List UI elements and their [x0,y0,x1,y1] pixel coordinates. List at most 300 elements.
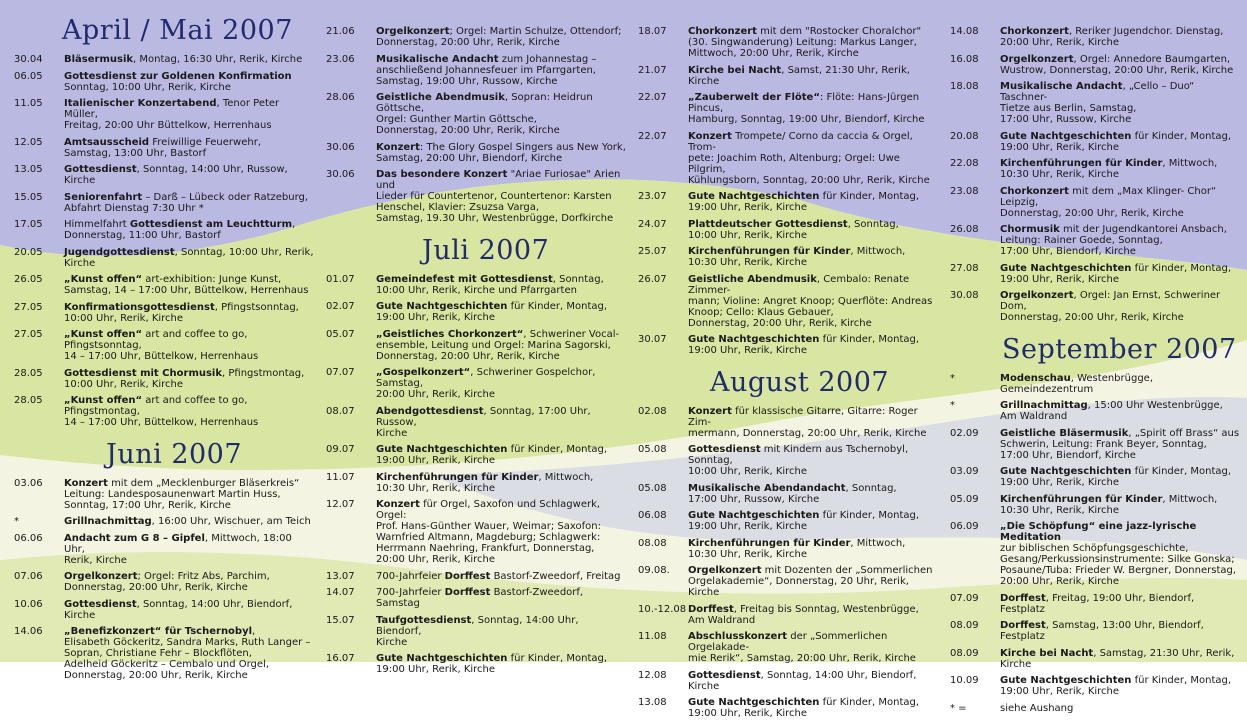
event-line: Abendgottesdienst, Sonntag, 17:00 Uhr, Russow, [376,405,591,428]
event-date: 23.08 [950,185,979,197]
event-date: 30.08 [950,290,979,301]
event-line: 19:00 Uhr, Rerik, Kirche [688,345,808,356]
event-line: Kirchenführungen für Kinder, Mittwoch, [688,537,906,549]
event-description [688,274,938,329]
event-line: Amtsausscheid Freiwillige Feuerwehr, [64,136,261,148]
event-row [638,334,938,356]
event-row [638,510,938,532]
event-row [326,587,626,609]
event-row [326,499,626,565]
event-date: 23.07 [638,191,667,202]
column-june-july [326,0,626,681]
event-line: Jugendgottesdienst, Sonntag, 10:00 Uhr, Rerik, [64,246,314,258]
event-description [1000,521,1240,587]
event-date: 09.07 [326,444,355,455]
event-row [950,494,1240,516]
event-description [688,670,938,692]
event-date: 14.08 [950,26,979,37]
event-date: 07.07 [326,367,355,378]
event-line: 14 – 17:00 Uhr, Büttelkow, Herrenhaus [64,417,259,428]
event-row [326,169,626,224]
event-date: 20.08 [950,130,979,142]
event-line: 19:00 Uhr, Rerik, Kirche [688,521,808,532]
event-description [376,301,626,323]
event-date: 20.05 [14,246,43,258]
month-heading-juli-2007: Juli 2007 [422,234,550,266]
event-row [14,626,314,681]
event-date: 08.07 [326,405,355,417]
event-line: Donnerstag, 20:00 Uhr, Rerik, Kirche [376,125,560,136]
event-date: 28.06 [326,92,355,103]
event-line: 700-Jahrfeier Dorffest Bastorf-Zweedorf, [376,587,584,598]
event-line: Musikalische Andacht zum Johannestag – [376,53,597,65]
event-line: Kirche bei Nacht, Samstag, 21:30 Uhr, Rerik, [1000,647,1235,659]
event-line: 19:00 Uhr, Rerik, Kirche [1000,477,1120,488]
event-date: 07.09 [950,592,979,604]
month-heading-april-mai-2007: April / Mai 2007 [62,15,293,46]
event-line: 19:00 Uhr, Rerik, Kirche [1000,273,1120,285]
event-date: 21.06 [326,26,355,37]
event-date: 01.07 [326,273,355,285]
event-line: Kirchenführungen für Kinder, Mittwoch, [1000,493,1218,505]
event-line: „Zauberwelt der Flöte“: Flöte: Hans-Jürgen Pincus, [688,92,920,114]
event-date: 21.07 [638,64,667,76]
event-row [326,653,626,675]
event-date: 27.05 [14,301,43,313]
event-line: Chorkonzert mit dem „Max Klinger- Chor“ Leipzig, [1000,185,1217,208]
event-description [1000,675,1240,697]
event-description [688,92,938,125]
event-row [14,274,314,296]
event-row [14,302,314,324]
event-line: Abfahrt Dienstag 7:30 Uhr * [64,202,204,214]
event-line: „Benefizkonzert“ für Tschernobyl, [64,626,256,637]
event-row [638,631,938,664]
event-row [326,329,626,362]
event-line: Plattdeutscher Gottesdienst, Sonntag, [688,218,899,230]
event-row [14,98,314,131]
event-line: Gottesdienst, Sonntag, 14:00 Uhr, Biendorf, Kirche [688,669,917,692]
event-date: * = [950,702,967,714]
event-description [688,131,938,186]
event-row [638,131,938,186]
event-line: Orgel: Gunther Martin Göttsche, [376,114,537,125]
event-line: Kirche [64,257,96,269]
event-line: Kirchenführungen für Kinder, Mittwoch, [688,246,906,257]
event-line: Knoop; Cello: Klaus Gebauer, [688,306,834,318]
event-line: Hamburg, Sonntag, 19:00 Uhr, Biendorf, Kirche [688,114,925,125]
event-description [688,483,938,505]
event-date: 13.08 [638,697,667,708]
event-row [14,516,314,527]
event-description [1000,373,1240,395]
event-line: Gottesdienst, Sonntag, 14:00 Uhr, Biendorf, Kirche [64,598,293,621]
event-line: Prof. Hans-Günther Wauer, Weimar; Saxofon: [376,521,601,532]
event-date: 06.08 [638,510,667,521]
event-line: 19:00 Uhr, Rerik, Kirche [376,312,496,323]
event-line: Donnerstag, 20:00 Uhr, Rerik, Kirche [64,582,248,593]
event-row [14,571,314,593]
event-description [376,406,626,439]
event-date: 25.07 [638,246,667,257]
event-description [688,191,938,213]
event-line: Kirche [376,427,408,439]
event-row [326,472,626,494]
month-heading-juni-2007: Juni 2007 [106,438,243,470]
event-date: 11.07 [326,471,355,483]
event-line: Konzert: The Glory Gospel Singers aus New York, [376,141,626,153]
event-line: 10:00 Uhr, Rerik, Kirche und Pfarrgarten [376,284,577,296]
event-date: 28.05 [14,395,43,406]
event-line: Lieder für Countertenor, Countertenor: Karsten [376,191,612,202]
event-date: 15.05 [14,191,43,203]
event-line: pete: Joachim Roth, Altenburg; Orgel: Uwe Pilgrim, [688,152,900,175]
event-description [64,247,314,269]
event-row [638,246,938,268]
event-description [376,26,626,48]
event-line: 10:00 Uhr, Rerik, Kirche [688,229,808,241]
event-line: Sopran, Christiane Fehr – Blockflöten, [64,648,252,659]
event-description [64,571,314,593]
event-date: 22.07 [638,130,667,142]
event-description [64,533,314,566]
event-line: Posaune/Tuba: Frieder W. Bergner, Donnerstag, [1000,565,1237,576]
event-line: Donnerstag, 20:00 Uhr, Rerik, Kirche [688,317,872,329]
event-description [376,653,626,675]
event-date: 30.04 [14,54,43,65]
event-description [376,571,626,582]
event-line: Orgelkonzert, Orgel: Jan Ernst, Schweriner Dom, [1000,290,1221,312]
event-line: Mittwoch, 20:00 Uhr, Rerik, Kirche [688,48,859,59]
event-description [688,631,938,664]
event-row [326,54,626,87]
event-line: Gute Nachtgeschichten für Kinder, Montag, [688,191,920,202]
event-row [638,92,938,125]
event-description [64,54,314,65]
event-row [950,263,1240,285]
event-line: 10:00 Uhr, Rerik, Kirche [64,378,184,390]
event-row [638,406,938,439]
event-row [326,406,626,439]
event-date: 27.05 [14,329,43,340]
event-line: Grillnachmittag, 15:00 Uhr Westenbrügge, [1000,400,1223,411]
event-line: Samstag, 13:00 Uhr, Bastorf [64,147,207,159]
event-date: 09.08. [638,565,670,576]
event-row [638,670,938,692]
event-description [1000,428,1240,461]
event-row [638,483,938,505]
event-date: 08.08 [638,537,667,549]
event-date: 02.08 [638,405,667,417]
event-line: Gottesdienst mit Chormusik, Pfingstmontag, [64,367,305,379]
event-line: Musikalische Abendandacht, Sonntag, [688,482,897,494]
event-description [1000,263,1240,285]
event-row [950,373,1240,395]
event-date: 24.07 [638,218,667,230]
event-line: Gottesdienst mit Kindern aus Tschernobyl, Sonntag, [688,444,909,466]
event-row [326,142,626,164]
event-description [1000,158,1240,180]
event-line: Wustrow, Donnerstag, 20:00 Uhr, Rerik, Kirche [1000,64,1234,76]
event-date: 13.05 [14,164,43,175]
event-row [638,191,938,213]
event-line: 19:00 Uhr, Rerik, Kirche [376,664,496,675]
event-line: „Gospelkonzert“, Schweriner Gospelchor, Samstag, [376,367,596,389]
event-description [376,274,626,296]
column-july-august [638,0,938,725]
event-date: 28.05 [14,367,43,379]
event-line: 20:00 Uhr, Rerik, Kirche [1000,37,1120,48]
event-line: 17:00 Uhr, Russow, Kirche [1000,114,1132,125]
event-row [14,247,314,269]
event-line: Donnerstag, 20:00 Uhr, Rerik, Kirche [1000,207,1184,219]
event-line: 19:00 Uhr, Rerik, Kirche [1000,141,1120,153]
event-row [950,186,1240,219]
event-row [14,54,314,65]
event-description [64,599,314,621]
event-line: 19:00 Uhr, Rerik, Kirche [688,202,808,213]
event-description [688,246,938,268]
event-description [1000,81,1240,125]
event-line: zur biblischen Schöpfungsgeschichte, [1000,543,1189,554]
event-line: Italienischer Konzertabend, Tenor Peter Müller, [64,98,280,120]
event-description [688,219,938,241]
event-line: 20:00 Uhr, Rerik, Kirche [376,554,496,565]
event-row [950,466,1240,488]
event-row [14,599,314,621]
event-description [64,302,314,324]
event-row [326,26,626,48]
event-line: ensemble, Leitung und Orgel: Marina Sagorski, [376,339,611,351]
event-row [950,131,1240,153]
event-line: Gottesdienst, Sonntag, 14:00 Uhr, Russow, Kirche [64,164,288,186]
event-line: Tietze aus Berlin, Samstag, [1000,103,1137,114]
event-description [376,367,626,400]
event-description [1000,54,1240,76]
event-description [64,137,314,159]
event-line: Kirchenführungen für Kinder, Mittwoch, [376,471,594,483]
event-line: anschließend Johannesfeuer im Pfarrgarten, [376,64,596,76]
event-description [376,169,626,224]
event-description [64,395,314,428]
event-description [64,368,314,390]
event-row [326,367,626,400]
event-row [950,400,1240,422]
event-row [950,593,1240,615]
event-date: 05.07 [326,328,355,340]
event-date: 06.09 [950,521,979,532]
event-date: 16.07 [326,653,355,664]
event-description [688,444,938,477]
event-line: 19:00 Uhr, Rerik, Kirche [1000,686,1120,697]
event-description [64,192,314,214]
event-row [14,137,314,159]
event-description [688,65,938,87]
event-line: Donnerstag, 20:00 Uhr, Rerik, Kirche [376,350,560,362]
event-line: 19:00 Uhr, Rerik, Kirche [376,455,496,466]
event-line: Gute Nachtgeschichten für Kinder, Montag, [376,653,608,664]
event-row [950,290,1240,323]
event-description [376,587,626,609]
event-line: Dorffest, Freitag, 19:00 Uhr, Biendorf, Festplatz [1000,592,1195,615]
month-heading-august-2007: August 2007 [710,366,890,398]
event-date: 30.06 [326,141,355,153]
event-date: 06.05 [14,70,43,82]
month-heading-september-2007: September 2007 [1002,333,1237,365]
event-description [64,98,314,131]
event-line: Freitag, 20:00 Uhr Büttelkow, Herrenhaus [64,120,272,131]
event-description [64,478,314,511]
event-date: 11.05 [14,98,43,109]
event-date: 30.06 [326,169,355,180]
event-date: 26.08 [950,224,979,235]
event-description [1000,224,1240,257]
event-description [688,697,938,719]
event-line: Am Waldrand [1000,411,1068,422]
event-date: 16.08 [950,53,979,65]
event-line: Leitung: Landesposaunenwart Martin Huss, [64,488,281,500]
event-row [14,533,314,566]
event-line: 17:00 Uhr, Russow, Kirche [688,493,820,505]
event-line: Sonntag, 10:00 Uhr, Rerik, Kirche [64,81,231,93]
event-row [950,703,1240,714]
event-line: Kirche bei Nacht, Samst, 21:30 Uhr, Rerik, Kirche [688,64,910,87]
event-line: Orgelakademie“, Donnerstag, 20 Uhr, Rerik, Kirche [688,576,909,598]
event-row [950,54,1240,76]
event-description [688,26,938,59]
event-line: Sonntag, 17:00 Uhr, Rerik, Kirche [64,499,231,511]
event-row [950,81,1240,125]
event-line: Gottesdienst zur Goldenen Konfirmation [64,70,292,82]
event-line: Chorkonzert, Reriker Jugendchor. Dienstag, [1000,26,1224,37]
event-line: Samstag [376,598,420,609]
event-description [1000,466,1240,488]
event-row [950,620,1240,642]
event-line: „Geistliches Chorkonzert“, Schweriner Vocal- [376,328,620,340]
event-line: Geistliche Abendmusik, Sopran: Heidrun Göttsche, [376,92,593,114]
event-description [64,516,314,527]
event-line: Chormusik mit der Jugendkantorei Ansbach, [1000,224,1227,235]
event-line: Gute Nachtgeschichten für Kinder, Montag, [376,444,608,455]
event-description [1000,703,1240,714]
event-line: 10:30 Uhr, Rerik, Kirche [1000,504,1120,516]
event-description [376,329,626,362]
event-row [14,478,314,511]
event-line: Gute Nachtgeschichten für Kinder, Montag, [688,334,920,345]
event-description [1000,620,1240,642]
event-description [1000,400,1240,422]
event-line: mie Rerik“, Samstag, 20:00 Uhr, Rerik, Kirche [688,653,916,664]
event-line: Konzert mit dem „Mecklenburger Bläserkreis“ [64,477,300,489]
event-description [1000,648,1240,670]
event-row [326,92,626,136]
event-row [14,164,314,186]
event-line: Dorffest, Samstag, 13:00 Uhr, Biendorf, Festplatz [1000,620,1204,642]
event-date: 22.07 [638,92,667,103]
event-line: Bläsermusik, Montag, 16:30 Uhr, Rerik, Kirche [64,54,303,65]
event-line: 20:00 Uhr, Rerik, Kirche [376,389,496,400]
event-line: Gute Nachtgeschichten für Kinder, Montag, [688,697,920,708]
event-date: * [14,516,19,527]
column-april-june [14,0,314,687]
event-line: 10:30 Uhr, Rerik, Kirche [1000,169,1120,180]
event-date: 02.09 [950,427,979,439]
event-line: Kirche [376,636,408,648]
event-date: 18.07 [638,26,667,37]
event-line: 19:00 Uhr, Rerik, Kirche [688,708,808,719]
event-row [326,615,626,648]
event-line: Grillnachmittag, 16:00 Uhr, Wischuer, am Teich [64,516,311,527]
event-row [326,571,626,582]
event-description [688,406,938,439]
event-row [14,368,314,390]
event-row [638,274,938,329]
event-description [1000,26,1240,48]
event-line: „Kunst offen“ art and coffee to go, Pfingstsonntag, [64,329,248,351]
event-line: Dorffest, Freitag bis Sonntag, Westenbrügge, [688,603,919,615]
event-line: Gute Nachtgeschichten für Kinder, Montag, [1000,130,1232,142]
event-description [1000,290,1240,323]
event-date: 05.08 [638,482,667,494]
event-row [950,648,1240,670]
event-description [376,142,626,164]
event-line: Schwerin, Leitung: Frank Beyer, Sonntag, [1000,438,1207,450]
event-line: „Kunst offen“ art and coffee to go, Pfingstmontag, [64,395,248,417]
event-date: 03.06 [14,477,43,489]
event-description [688,334,938,356]
event-description [376,54,626,87]
event-date: 14.07 [326,587,355,598]
event-line: 700-Jahrfeier Dorffest Bastorf-Zweedorf, Freitag [376,570,621,582]
event-description [688,565,938,598]
event-line: Samstag, 20:00 Uhr, Biendorf, Kirche [376,152,563,164]
event-date: * [950,400,955,411]
event-date: 17.05 [14,219,43,230]
event-row [638,65,938,87]
event-row [14,192,314,214]
event-row [950,26,1240,48]
event-line: 10:30 Uhr, Rerik, Kirche [688,548,808,560]
event-date: 12.08 [638,669,667,681]
event-line: Orgelkonzert mit Dozenten der „Sommerlichen [688,565,933,576]
event-date: 11.08 [638,631,667,642]
event-row [14,219,314,241]
event-line: 10:30 Uhr, Rerik, Kirche [376,482,496,494]
event-line: Konzert für klassische Gitarre, Gitarre: Roger Zim- [688,405,918,428]
event-line: Elisabeth Göckeritz, Sandra Marks, Ruth Langer – [64,637,311,648]
event-line: Gemeindefest mit Gottesdienst, Sonntag, [376,273,604,285]
event-line: Andacht zum G 8 – Gipfel, Mittwoch, 18:00 Uhr, [64,532,292,555]
event-line: siehe Aushang [1000,702,1074,714]
event-line: Donnerstag, 20:00 Uhr, Rerik, Kirche [64,670,248,681]
column-august-september [950,0,1240,719]
event-date: 02.07 [326,301,355,312]
event-line: Konzert für Orgel, Saxofon und Schlagwerk, Orgel: [376,499,601,521]
event-line: Gute Nachtgeschichten für Kinder, Montag, [376,301,608,312]
event-line: „Die Schöpfung“ eine jazz-lyrische Meditation [1000,521,1197,543]
event-line: Gute Nachtgeschichten für Kinder, Montag, [688,510,920,521]
event-date: 05.08 [638,444,667,455]
event-line: Samstag, 19:00 Uhr, Russow, Kirche [376,75,558,87]
event-line: Kühlungsborn, Sonntag, 20:00 Uhr, Rerik, Kirche [688,174,930,186]
event-line: Leitung: Rainer Goede, Sonntag, [1000,235,1163,246]
event-row [14,71,314,93]
event-date: 14.06 [14,626,43,637]
event-date: 05.09 [950,493,979,505]
event-description [688,604,938,626]
event-description [1000,593,1240,615]
event-row [326,444,626,466]
